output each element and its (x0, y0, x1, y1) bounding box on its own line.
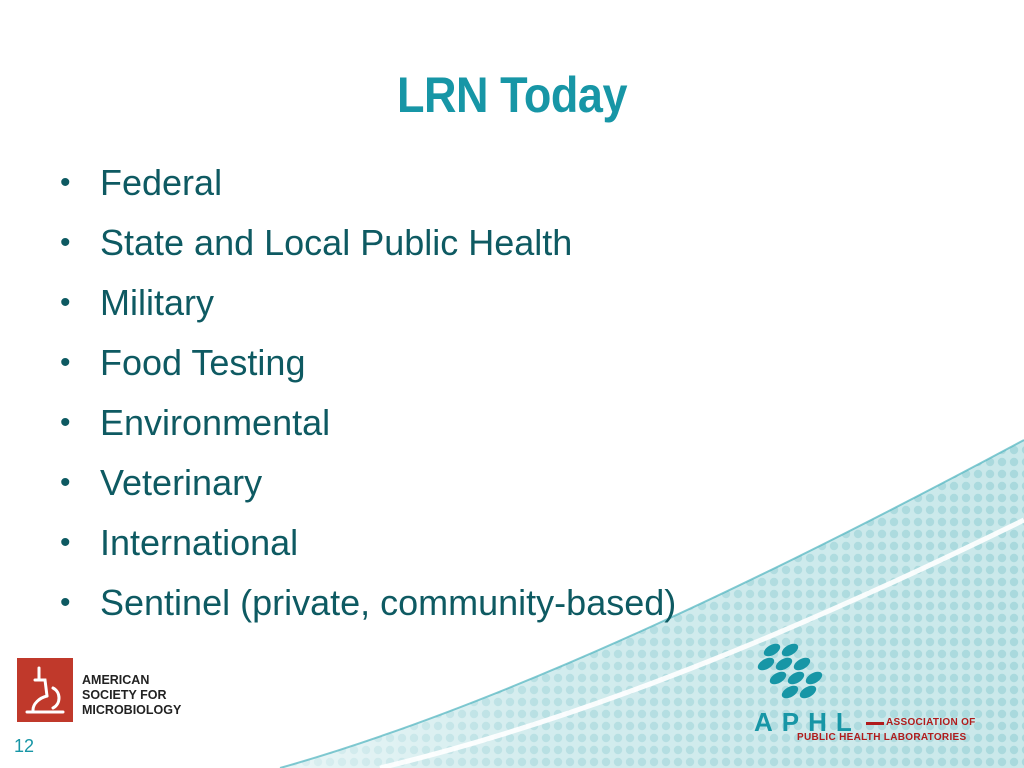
bullet-item (60, 218, 676, 278)
asm-line: SOCIETY FOR (82, 688, 167, 702)
aphl-divider (866, 722, 884, 725)
bullet-text: Veterinary (100, 462, 263, 503)
bullet-item (60, 158, 676, 218)
bullet-text: Federal (100, 162, 223, 203)
asm-microscope-logo-icon (17, 658, 73, 722)
bullet-item (60, 278, 676, 338)
bullet-text: State and Local Public Health (100, 222, 573, 263)
bullet-text: Military (100, 282, 214, 323)
asm-wordmark (82, 673, 181, 718)
bullet-icon: • (60, 526, 71, 559)
aphl-acronym: APHL (754, 707, 861, 737)
bullet-icon: • (60, 346, 71, 379)
bullet-item (60, 338, 676, 398)
bullet-icon: • (60, 226, 71, 259)
bullet-item (60, 578, 676, 638)
page-number: 12 (14, 736, 35, 756)
bullet-icon: • (60, 466, 71, 499)
bullet-icon: • (60, 586, 71, 619)
bullet-icon: • (60, 406, 71, 439)
bullet-text: International (100, 522, 299, 563)
bullet-text: Food Testing (100, 342, 306, 383)
bullet-text: Sentinel (private, community-based) (100, 582, 677, 623)
bullet-text: Environmental (100, 402, 331, 443)
bullet-item (60, 518, 676, 578)
asm-line: MICROBIOLOGY (82, 703, 182, 717)
bullet-item (60, 458, 676, 518)
bullet-icon: • (60, 286, 71, 319)
bullet-list (60, 158, 676, 638)
bullet-item (60, 398, 676, 458)
slide-title: LRN Today (396, 67, 628, 123)
bullet-icon: • (60, 166, 71, 199)
aphl-dots-logo-icon (750, 640, 845, 710)
aphl-name-line1: ASSOCIATION OF (886, 717, 976, 728)
aphl-name-line2: PUBLIC HEALTH LABORATORIES (797, 732, 967, 743)
asm-line: AMERICAN (82, 673, 150, 687)
